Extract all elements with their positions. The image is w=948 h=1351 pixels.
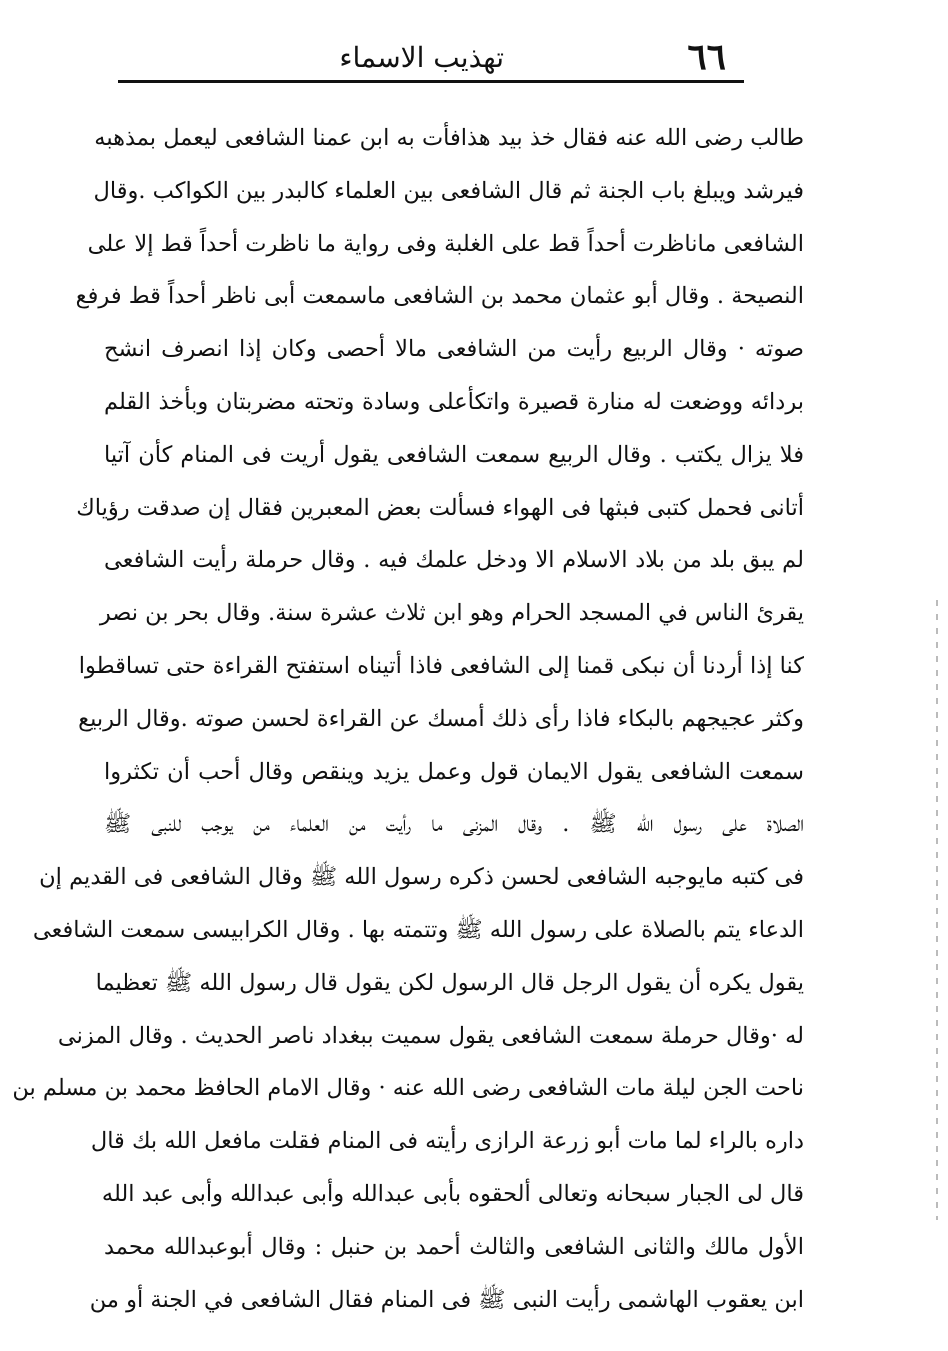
page-header <box>118 34 744 83</box>
running-title: تهذيب الاسماء <box>339 41 504 74</box>
text-line: أتانى فحمل كتبى فبثها فى الهواء فسألت بعض المعبرين فقال إن صدقت رؤياك <box>76 494 804 521</box>
text-line: الدعاء يتم بالصلاة على رسول الله ﷺ وتتمته بها . وقال الكرابيسى سمعت الشافعى <box>32 916 804 943</box>
text-line: النصيحة . وقال أبو عثمان محمد بن الشافعى ماسمعت أبى ناظر أحداً قط فرفع <box>75 283 804 310</box>
text-line: قال لى الجبار سبحانه وتعالى ألحقوه بأبى عبدالله وأبى عبدالله وأبى عبد الله <box>101 1180 804 1207</box>
text-line: فيرشد ويبلغ باب الجنة ثم قال الشافعى بين العلماء كالبدر بين الكواكب .وقال <box>93 177 804 204</box>
text-line: داره بالراء لما مات أبو زرعة الرازى رأيته فى المنام فقلت مافعل الله بك قال <box>90 1128 804 1155</box>
text-line: وكثر عجيجهم بالبكاء فاذا رأى ذلك أمسك عن القراءة لحسن صوته .وقال الربيع <box>78 705 804 732</box>
scan-edge-mark <box>936 600 938 1220</box>
body-text <box>12 112 805 1326</box>
text-line: يقرئ الناس في المسجد الحرام وهو ابن ثلاث عشرة سنة. وقال بحر بن نصر <box>99 600 804 627</box>
text-line: سمعت الشافعى يقول الايمان قول وعمل يزيد وينقص وقال أحب أن تكثروا <box>104 758 804 785</box>
page-number: ٦٦ <box>687 36 726 78</box>
text-line: طالب رضى الله عنه فقال خذ بيد هذافأت به ابن عمنا الشافعى ليعمل بمذهبه <box>94 125 804 151</box>
text-line: لم يبق بلد من بلاد الاسلام الا ودخل علمك فيه . وقال حرملة رأيت الشافعى <box>104 547 805 574</box>
text-line: الأول مالك والثانى الشافعى والثالث أحمد بن حنبل : وقال أبوعبدالله محمد <box>104 1233 804 1260</box>
text-line: صوته · وقال الربيع رأيت من الشافعى مالا أحصى وكان إذا انصرف انشح <box>104 336 804 363</box>
text-line: فى كتبه مايوجبه الشافعى لحسن ذكره رسول الله ﷺ وقال الشافعى فى القديم إن <box>39 864 804 891</box>
text-line: فلا يزال يكتب . وقال الربيع سمعت الشافعى يقول أريت فى المنام كأن آتيا <box>104 441 804 468</box>
text-line: الشافعى ماناظرت أحداً قط على الغلبة وفى رواية ما ناظرت أحداً قط إلا على <box>87 230 804 257</box>
text-line: كنا إذا أردنا أن نبكى قمنا إلى الشافعى فاذا أتيناه استفتح القراءة حتى تساقطوا <box>78 652 804 679</box>
text-line: بردائه ووضعت له منارة قصيرة واتكأعلى وسادة وتحته مضربتان وبأخذ القلم <box>104 388 804 415</box>
text-line: ابن يعقوب الهاشمى رأيت النبى ﷺ فى المنام فقال الشافعى في الجنة أو من <box>89 1286 804 1313</box>
text-line: ناحت الجن ليلة مات الشافعى رضى الله عنه · وقال الامام الحافظ محمد بن مسلم بن <box>12 1075 804 1102</box>
text-line: له ·وقال حرملة سمعت الشافعى يقول سميت ببغداد ناصر الحديث . وقال المزنى <box>57 1022 804 1049</box>
text-line: يقول يكره أن يقول الرجل قال الرسول لكن يقول قال رسول الله ﷺ تعظيما <box>95 969 804 996</box>
text-line: الصلاة على رسول الله ﷺ . وقال المزنى ما رأيت من العلماء من يوجب للنبى ﷺ <box>104 811 804 838</box>
